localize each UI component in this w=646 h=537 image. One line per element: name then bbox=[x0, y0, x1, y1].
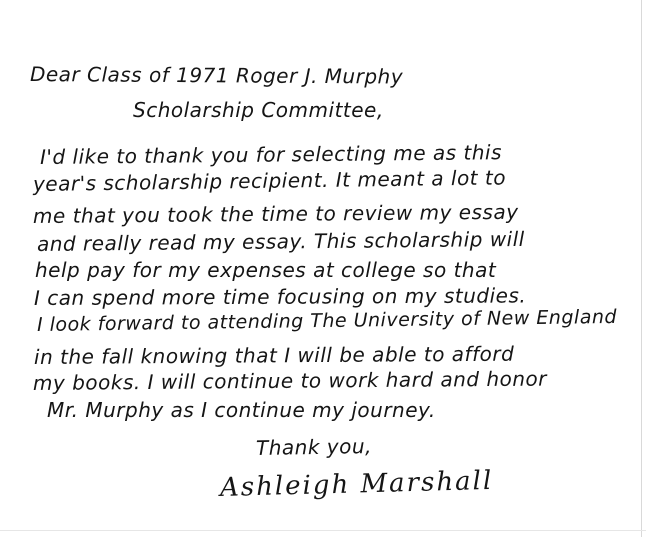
page-edge-bottom bbox=[0, 530, 646, 531]
body-line: year's scholarship recipient. It meant a lot to bbox=[32, 165, 507, 196]
body-line: I'd like to thank you for selecting me as this bbox=[39, 140, 503, 169]
signature: Ashleigh Marshall bbox=[219, 465, 494, 503]
closing: Thank you, bbox=[255, 433, 373, 460]
page-edge-right bbox=[641, 0, 642, 537]
body-line: help pay for my expenses at college so that bbox=[35, 258, 497, 282]
salutation-line-1: Dear Class of 1971 Roger J. Murphy bbox=[29, 62, 404, 89]
body-line: Mr. Murphy as I continue my journey. bbox=[47, 398, 436, 422]
body-line: in the fall knowing that I will be able to afford bbox=[33, 341, 515, 369]
body-line: I can spend more time focusing on my studies. bbox=[33, 283, 527, 310]
salutation-line-2: Scholarship Committee, bbox=[133, 98, 384, 122]
body-line: my books. I will continue to work hard and honor bbox=[32, 366, 548, 395]
body-line: and really read my essay. This scholarship will bbox=[36, 226, 525, 256]
body-line: I look forward to attending The University of New England bbox=[36, 305, 618, 336]
body-line: me that you took the time to review my essay bbox=[32, 199, 519, 228]
